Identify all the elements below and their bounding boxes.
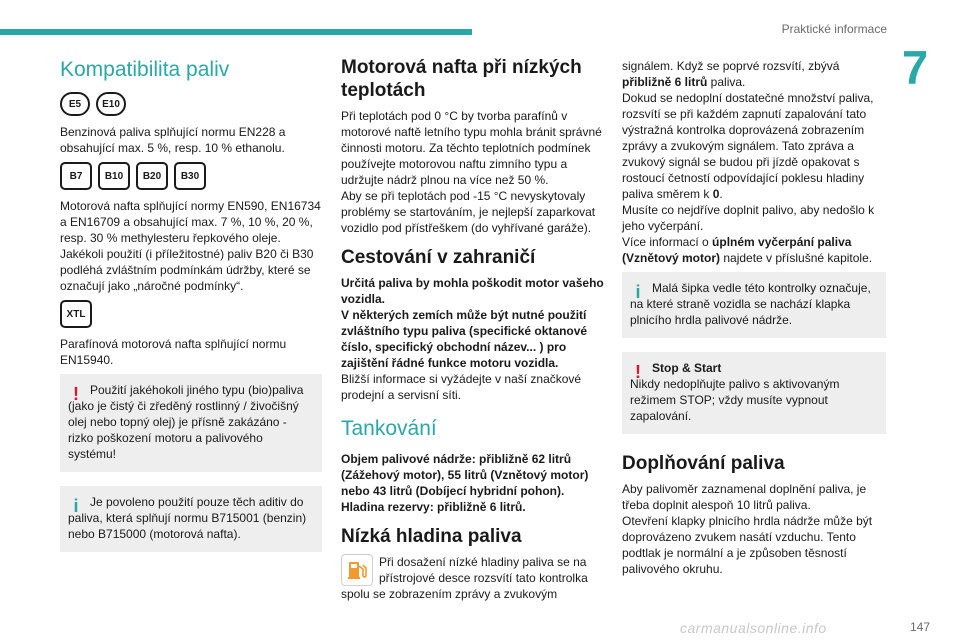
section-title: Praktické informace bbox=[781, 22, 887, 36]
topup-text-1: Aby palivoměr zaznamenal doplnění paliva, je třeba doplnit alespoň 10 litrů paliva. bbox=[622, 482, 867, 512]
info-note-additives bbox=[60, 486, 322, 552]
topup-text-2: Otevření klapky plnicího hrdla nádrže může být doprovázeno zvukem nasátí vzduchu. Tento podtlak je normální a je způsoben těsností palivového okruhu. bbox=[622, 514, 873, 576]
petrol-text: Benzinová paliva splňující normu EN228 a obsahující max. 5 %, resp. 10 % ethanolu. bbox=[60, 125, 286, 155]
column-1 bbox=[60, 52, 322, 566]
info-icon: i bbox=[73, 496, 79, 516]
warning-exclamation-icon: ! bbox=[635, 362, 641, 382]
diesel-cold-text-1: Při teplotách pod 0 °C by tvorba parafínů v motorové naftě letního typu mohla bránit správné činnosti motoru. Za těchto teplotních podmínek používejte motorovou naftu zimního typu a udržujte nádrž plnou na více než 50 %. bbox=[341, 109, 602, 187]
column-2 bbox=[341, 52, 605, 608]
badge-b7: B7 bbox=[60, 162, 92, 190]
column-3 bbox=[622, 52, 886, 583]
heading-fuel-compatibility: Kompatibilita paliv bbox=[60, 58, 230, 81]
chapter-number: 7 bbox=[902, 41, 929, 94]
badge-e10: E10 bbox=[96, 92, 126, 116]
info-rest: na které straně vozidla se nachází klapka plnicího hrdla palivové nádrže. bbox=[630, 297, 851, 327]
badge-e5: E5 bbox=[60, 92, 90, 116]
badge-b30: B30 bbox=[174, 162, 206, 190]
low-fuel-continued: signálem. Když se poprvé rozsvítí, zbývá přibližně 6 litrů paliva. bbox=[622, 59, 840, 89]
warning-note-biofuel bbox=[60, 374, 322, 472]
abroad-bold-1: Určitá paliva by mohla poškodit motor vašeho vozidla. bbox=[341, 276, 604, 306]
heading-refuelling: Tankování bbox=[341, 417, 437, 440]
low-fuel-row bbox=[341, 554, 605, 602]
header-accent-bar bbox=[0, 29, 472, 35]
diesel-text: Motorová nafta splňující normy EN590, EN16734 a EN16709 a obsahující max. 7 %, 10 %, 20 %, resp. 30 % methylesteru řepkového oleje. Jakékoli použití (i příležitostné) paliv B20 či B30 podléhá zvláštním podmínkám údržby, které se označují jako „náročné podmínky“. bbox=[60, 199, 321, 293]
xtl-text: Parafínová motorová nafta splňující normu EN15940. bbox=[60, 337, 287, 367]
page-number: 147 bbox=[909, 620, 930, 634]
warning-title: Stop & Start bbox=[652, 361, 722, 375]
low-fuel-text: Při dosažení nízké hladiny paliva se na přístrojové desce rozsvítí tato kontrolka spolu se zobrazením zprávy a zvukovým bbox=[341, 555, 588, 601]
info-line-1: Je povoleno použití pouze těch aditiv do bbox=[90, 495, 304, 509]
warning-note-stop-start bbox=[622, 352, 886, 434]
xtl-badges bbox=[60, 300, 322, 328]
warning-rest: Nikdy nedoplňujte palivo s aktivovaným režimem STOP; vždy musíte vypnout zapalování. bbox=[630, 377, 840, 423]
watermark: carmanualsonline.info bbox=[680, 620, 827, 636]
info-rest: paliva, která splňují normu B715001 (benzin) nebo B715000 (motorová nafta). bbox=[68, 511, 307, 541]
abroad-bold-2: V některých zemích může být nutné použití zvláštního typu paliva (specifické oktanové číslo, specifický obchodní název... ) pro zajištění řádné funkce motoru vozidla. bbox=[341, 308, 588, 370]
warning-exclamation-icon: ! bbox=[73, 384, 79, 404]
info-icon: i bbox=[635, 282, 641, 302]
abroad-text: Bližší informace si vyžádejte v naší značkové prodejní a servisní síti. bbox=[341, 372, 582, 402]
fuel-pump-icon bbox=[341, 554, 373, 586]
petrol-badges bbox=[60, 92, 322, 116]
heading-diesel-cold: Motorová nafta při nízkých teplotách bbox=[341, 57, 582, 101]
refuel-capacity: Objem palivové nádrže: přibližně 62 litrů (Zážehový motor), 55 litrů (Vznětový motor) nebo 43 litrů (Dobíjecí hybridní pohon). Hladina rezervy: přibližně 6 litrů. bbox=[341, 452, 589, 514]
warning-line-1: Použití jakéhokoli jiného typu (bio)paliva bbox=[90, 383, 304, 397]
badge-b10: B10 bbox=[98, 162, 130, 190]
heading-low-fuel: Nízká hladina paliva bbox=[341, 526, 522, 547]
low-fuel-repeat: Dokud se nedoplní dostatečné množství paliva, rozsvítí se při každém zapnutí zapalování tato výstražná kontrolka doprovázená zobrazením zprávy a zvukovým signálem. Tato zpráva a zvukový signál se budou při jízdě opakovat s rostoucí četností odpovídající poklesu hladiny paliva směrem k 0. bbox=[622, 91, 874, 201]
diesel-badges bbox=[60, 162, 322, 190]
info-line-1: Malá šipka vedle této kontrolky označuje, bbox=[652, 281, 871, 295]
diesel-cold-text-2: Aby se při teplotách pod -15 °C nevyskytovaly problémy se startováním, je nejlepší zaparkovat vozidlo pod přístřeškem (do vyhřívané garáže). bbox=[341, 189, 596, 235]
badge-xtl: XTL bbox=[60, 300, 92, 328]
heading-abroad: Cestování v zahraničí bbox=[341, 247, 536, 268]
warning-rest: (jako je čistý či zředěný rostlinný / živočišný olej nebo topný olej) je přísně zakázáno - rizko poškození motoru a palivového systému! bbox=[68, 399, 299, 461]
heading-topup: Doplňování paliva bbox=[622, 453, 785, 474]
more-info: Více informací o úplném vyčerpání paliva (Vznětový motor) najdete v příslušné kapitole. bbox=[622, 235, 873, 265]
badge-b20: B20 bbox=[136, 162, 168, 190]
refill-asap: Musíte co nejdříve doplnit palivo, aby nedošlo k jeho vyčerpání. bbox=[622, 203, 875, 233]
info-note-arrow bbox=[622, 272, 886, 338]
